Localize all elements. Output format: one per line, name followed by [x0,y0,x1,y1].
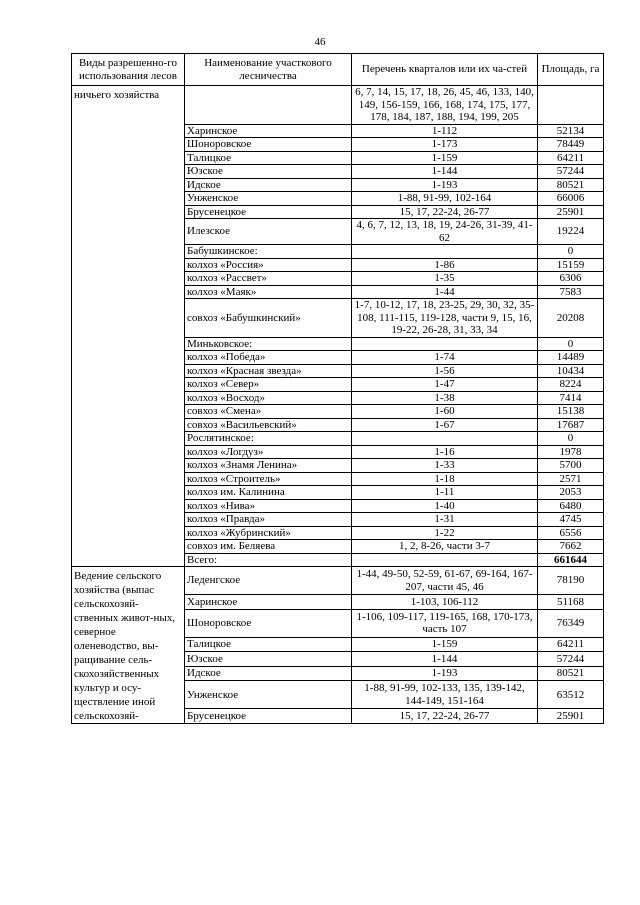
use-type-cell: ничьего хозяйства [72,86,185,567]
table-row [72,567,604,595]
district-name-cell: Рослятинское: [185,432,352,446]
quarters-cell: 1, 2, 8-26, части 3-7 [352,540,538,554]
quarters-cell: 1-33 [352,459,538,473]
quarters-cell: 1-112 [352,124,538,138]
area-cell: 64211 [538,637,604,652]
quarters-cell: 1-88, 91-99, 102-164 [352,192,538,206]
district-name-cell: колхоз «Восход» [185,391,352,405]
district-name-cell: колхоз «Север» [185,378,352,392]
quarters-cell: 1-60 [352,405,538,419]
page-number: 46 [314,36,326,48]
area-cell: 5700 [538,459,604,473]
area-cell: 14489 [538,351,604,365]
area-cell: 0 [538,245,604,259]
area-cell: 0 [538,432,604,446]
quarters-cell: 4, 6, 7, 12, 13, 18, 19, 24-26, 31-39, 41-62 [352,219,538,245]
area-cell: 63512 [538,681,604,709]
header-district: Наименование участкового лесничества [185,54,352,86]
area-cell: 57244 [538,165,604,179]
district-name-cell: колхоз им. Калинина [185,486,352,500]
quarters-cell: 1-18 [352,472,538,486]
district-name-cell: совхоз «Смена» [185,405,352,419]
quarters-cell: 1-38 [352,391,538,405]
area-cell: 8224 [538,378,604,392]
district-name-cell: совхоз им. Беляева [185,540,352,554]
table-body [72,86,604,724]
area-cell: 25901 [538,205,604,219]
quarters-cell: 6, 7, 14, 15, 17, 18, 26, 45, 46, 133, 140, 149, 156-159, 166, 168, 174, 175, 177, 178, 184, 187, 188, 194, 199, 205 [352,86,538,125]
area-cell: 10434 [538,364,604,378]
district-name-cell: Юзское [185,165,352,179]
district-name-cell: Талицкое [185,151,352,165]
forest-use-table [71,53,604,724]
quarters-cell: 1-44 [352,285,538,299]
district-name-cell: Миньковское: [185,337,352,351]
area-cell: 1978 [538,445,604,459]
district-name-cell: Унженское [185,681,352,709]
table-row [72,86,604,125]
district-name-cell: Харинское [185,124,352,138]
district-name-cell: Илезское [185,219,352,245]
quarters-cell: 1-67 [352,418,538,432]
quarters-cell: 1-144 [352,165,538,179]
district-name-cell: Брусенецкое [185,205,352,219]
area-cell: 6556 [538,526,604,540]
header-use: Виды разрешенно-го использования лесов [72,54,185,86]
area-cell: 25901 [538,709,604,724]
district-name-cell: колхоз «Знамя Ленина» [185,459,352,473]
quarters-cell: 1-88, 91-99, 102-133, 135, 139-142, 144-149, 151-164 [352,681,538,709]
quarters-cell [352,245,538,259]
quarters-cell: 1-47 [352,378,538,392]
use-type-cell: Ведение сельского хозяйства (выпас сельскохозяй-ственных живот-ных, северное оленеводство, вы-ращивание сель-скохозяйственных культур и осу-ществление иной сельскохозяй- [72,567,185,724]
area-cell: 78449 [538,138,604,152]
area-cell: 80521 [538,666,604,681]
district-name-cell: Шоноровское [185,609,352,637]
quarters-cell: 1-193 [352,178,538,192]
area-cell: 80521 [538,178,604,192]
area-cell: 7662 [538,540,604,554]
district-name-cell: колхоз «Строитель» [185,472,352,486]
district-name-cell: Харинское [185,595,352,610]
quarters-cell [352,337,538,351]
district-name-cell [185,86,352,125]
table-header-row [72,54,604,86]
area-cell: 64211 [538,151,604,165]
district-name-cell: колхоз «Правда» [185,513,352,527]
quarters-cell: 1-35 [352,272,538,286]
quarters-cell: 1-11 [352,486,538,500]
district-name-cell: совхоз «Бабушкинский» [185,299,352,338]
quarters-cell: 15, 17, 22-24, 26-77 [352,205,538,219]
district-name-cell: колхоз «Жубринский» [185,526,352,540]
area-cell: 6480 [538,499,604,513]
district-name-cell: колхоз «Рассвет» [185,272,352,286]
quarters-cell: 1-173 [352,138,538,152]
quarters-cell: 1-86 [352,258,538,272]
district-name-cell: колхоз «Нива» [185,499,352,513]
quarters-cell: 1-144 [352,652,538,667]
district-name-cell: колхоз «Маяк» [185,285,352,299]
header-area: Площадь, га [538,54,604,86]
area-cell: 2053 [538,486,604,500]
district-name-cell: Леденгское [185,567,352,595]
district-name-cell: Талицкое [185,637,352,652]
district-name-cell: колхоз «Красная звезда» [185,364,352,378]
district-name-cell: Бабушкинское: [185,245,352,259]
quarters-cell: 1-16 [352,445,538,459]
quarters-cell: 1-44, 49-50, 52-59, 61-67, 69-164, 167-207, части 45, 46 [352,567,538,595]
district-name-cell: Юзское [185,652,352,667]
area-cell: 0 [538,337,604,351]
area-cell: 19224 [538,219,604,245]
area-cell: 15138 [538,405,604,419]
area-cell: 17687 [538,418,604,432]
area-cell: 78190 [538,567,604,595]
district-name-cell: Брусенецкое [185,709,352,724]
quarters-cell: 1-106, 109-117, 119-165, 168, 170-173, часть 107 [352,609,538,637]
area-cell: 66006 [538,192,604,206]
area-cell: 57244 [538,652,604,667]
total-area: 661644 [538,553,604,567]
area-cell: 51168 [538,595,604,610]
area-cell: 6306 [538,272,604,286]
quarters-cell: 1-56 [352,364,538,378]
district-name-cell: колхоз «Россия» [185,258,352,272]
header-quarters: Перечень кварталов или их ча-стей [352,54,538,86]
quarters-cell: 1-159 [352,637,538,652]
area-cell: 4745 [538,513,604,527]
quarters-cell: 1-40 [352,499,538,513]
district-name-cell: колхоз «Логдуз» [185,445,352,459]
quarters-cell: 1-74 [352,351,538,365]
total-label: Всего: [185,553,352,567]
quarters-cell: 1-31 [352,513,538,527]
area-cell: 20208 [538,299,604,338]
quarters-cell: 1-193 [352,666,538,681]
quarters-cell: 1-159 [352,151,538,165]
district-name-cell: колхоз «Победа» [185,351,352,365]
area-cell: 15159 [538,258,604,272]
district-name-cell: Шоноровское [185,138,352,152]
district-name-cell: Идское [185,666,352,681]
area-cell: 7414 [538,391,604,405]
district-name-cell: Унженское [185,192,352,206]
quarters-cell: 1-103, 106-112 [352,595,538,610]
quarters-cell: 1-7, 10-12, 17, 18, 23-25, 29, 30, 32, 35-108, 111-115, 119-128, части 9, 15, 16, 19-22, 26-28, 31, 33, 34 [352,299,538,338]
area-cell: 7583 [538,285,604,299]
total-quarters-cell [352,553,538,567]
district-name-cell: совхоз «Васильевский» [185,418,352,432]
area-cell: 76349 [538,609,604,637]
area-cell [538,86,604,125]
quarters-cell: 15, 17, 22-24, 26-77 [352,709,538,724]
quarters-cell [352,432,538,446]
area-cell: 52134 [538,124,604,138]
area-cell: 2571 [538,472,604,486]
district-name-cell: Идское [185,178,352,192]
quarters-cell: 1-22 [352,526,538,540]
